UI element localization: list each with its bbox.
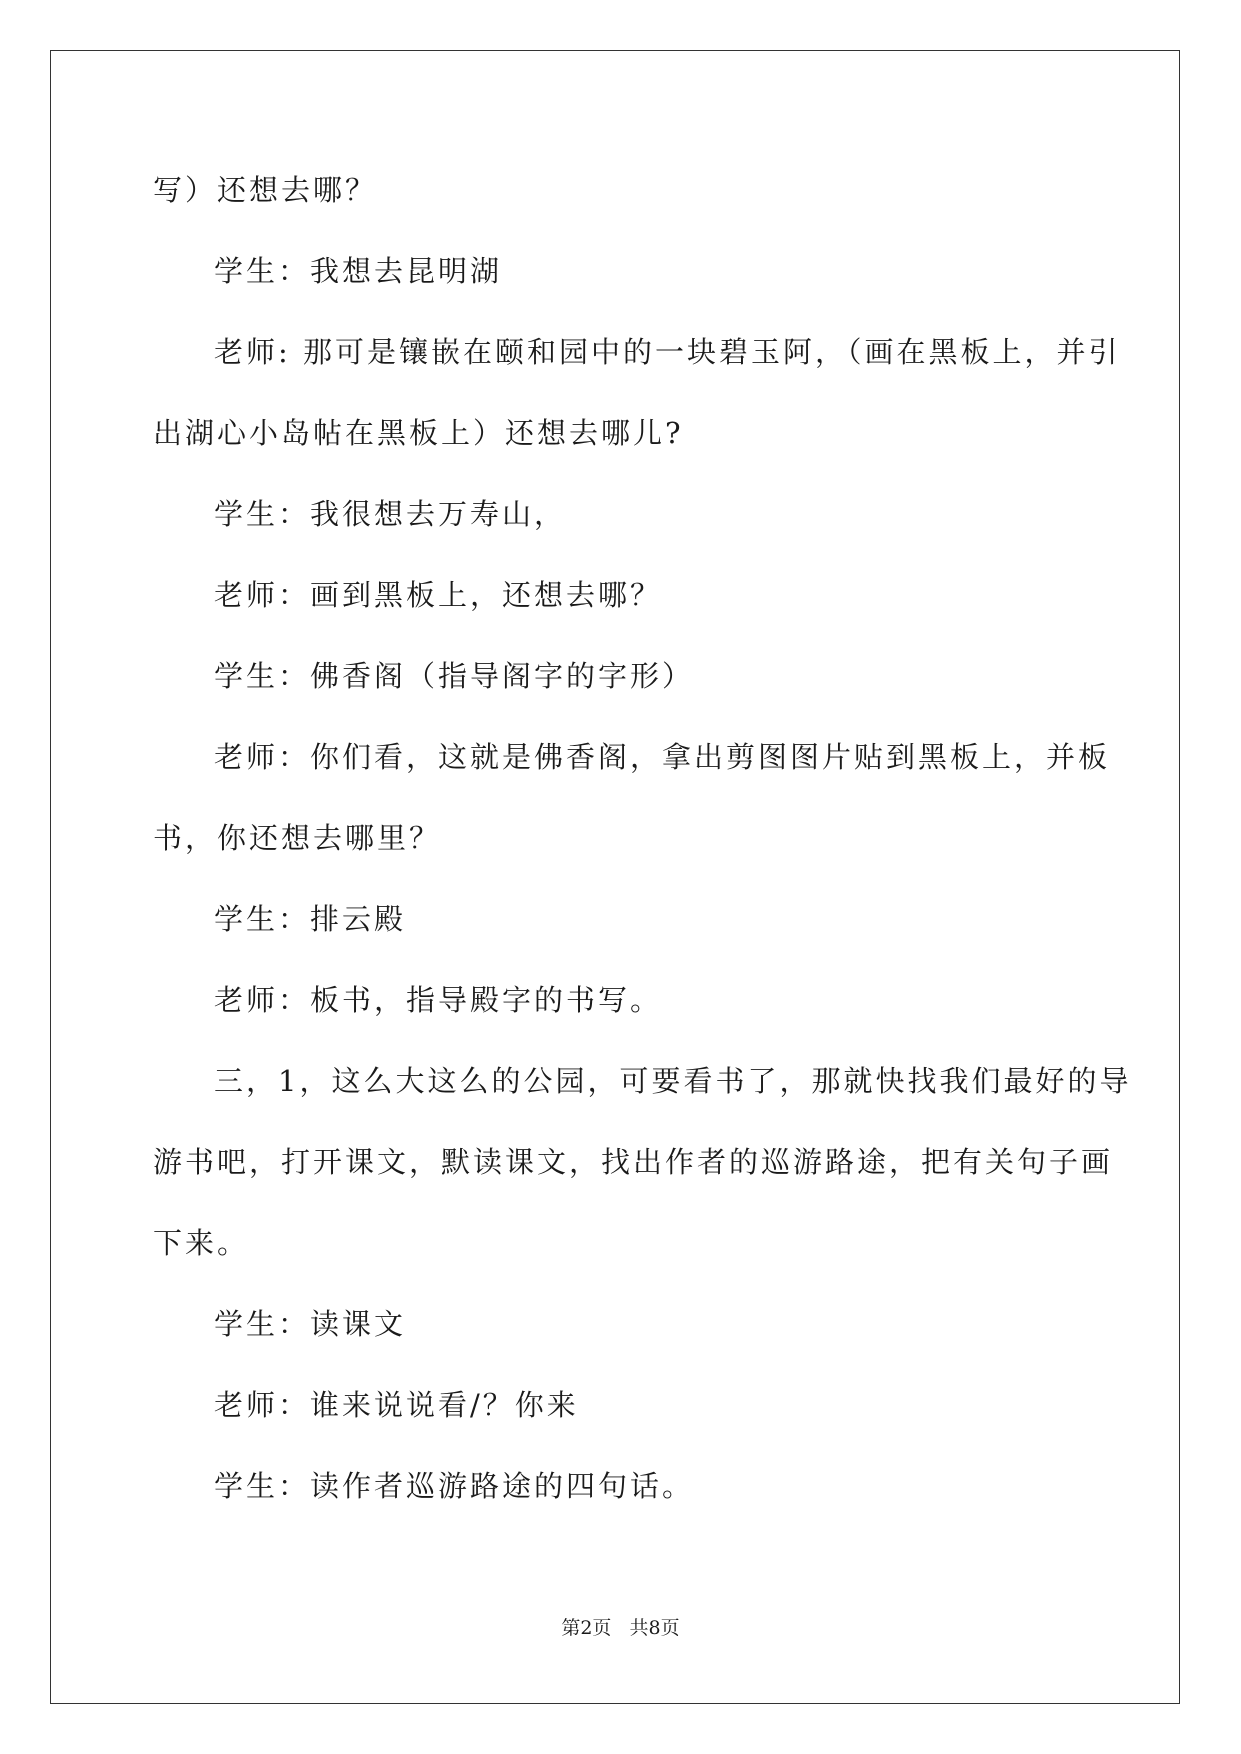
- text-line: 老师: 那可是镶嵌在颐和园中的一块碧玉阿，（画在黑板上，并引: [214, 335, 1121, 369]
- text-line: 游书吧，打开课文，默读课文，找出作者的巡游路途，把有关句子画: [153, 1145, 1114, 1179]
- page-number-footer: 第2页 共8页: [561, 1617, 680, 1639]
- text-line: 三，1，这么大这么的公园，可要看书了，那就快找我们最好的导: [214, 1064, 1132, 1098]
- text-line: 学生：读课文: [214, 1307, 407, 1341]
- text-line: 写）还想去哪？: [153, 173, 378, 207]
- document-body: [153, 162, 1132, 1539]
- text-line: 老师：你们看，这就是佛香阁，拿出剪图图片贴到黑板上，并板: [214, 740, 1111, 774]
- text-line: 学生：读作者巡游路途的四句话。: [214, 1469, 695, 1503]
- text-line: 学生：排云殿: [214, 902, 407, 936]
- text-line: 老师：板书，指导殿字的书写。: [214, 983, 663, 1017]
- text-line: 学生：我想去昆明湖: [214, 254, 503, 288]
- text-line: 学生：我很想去万寿山，: [214, 497, 567, 531]
- text-line: 老师：画到黑板上，还想去哪？: [214, 578, 663, 612]
- text-line: 学生：佛香阁（指导阁字的字形）: [214, 659, 695, 693]
- text-line: 下来。: [153, 1226, 250, 1260]
- text-line: 书，你还想去哪里？: [153, 821, 442, 855]
- text-line: 出湖心小岛帖在黑板上）还想去哪儿?: [153, 416, 684, 450]
- text-line: 老师：谁来说说看/？你来: [214, 1388, 579, 1422]
